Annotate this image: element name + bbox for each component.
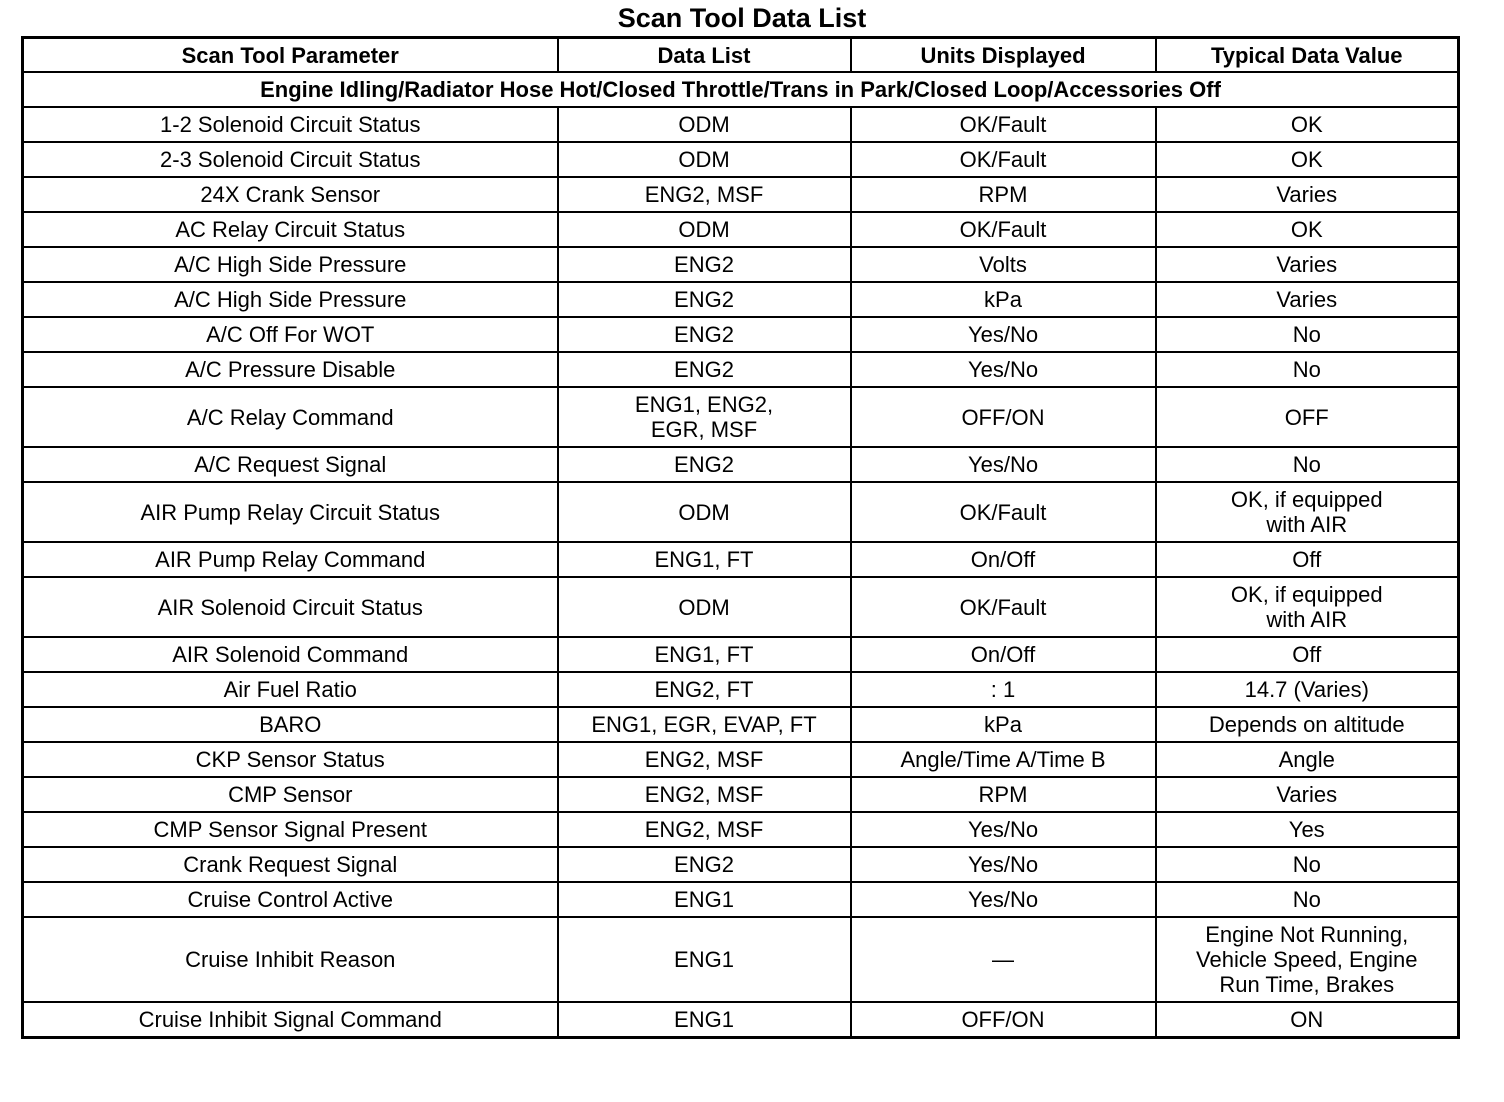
cell-parameter: Cruise Control Active: [23, 882, 558, 917]
table-row: [23, 142, 1459, 177]
cell-typical: No: [1156, 352, 1459, 387]
cell-data-list: ENG1: [558, 917, 851, 1002]
table-row: [23, 317, 1459, 352]
cell-units: Yes/No: [851, 352, 1156, 387]
cell-typical: OFF: [1156, 387, 1459, 447]
cell-typical: No: [1156, 847, 1459, 882]
table-row: [23, 672, 1459, 707]
cell-typical: Varies: [1156, 177, 1459, 212]
cell-data-list: ENG1, ENG2, EGR, MSF: [558, 387, 851, 447]
header-units: Units Displayed: [851, 38, 1156, 73]
cell-parameter: CMP Sensor Signal Present: [23, 812, 558, 847]
cell-units: OFF/ON: [851, 387, 1156, 447]
cell-data-list: ENG2: [558, 447, 851, 482]
cell-units: OK/Fault: [851, 577, 1156, 637]
cell-units: OK/Fault: [851, 212, 1156, 247]
cell-parameter: A/C High Side Pressure: [23, 247, 558, 282]
cell-parameter: 1-2 Solenoid Circuit Status: [23, 107, 558, 142]
cell-parameter: CMP Sensor: [23, 777, 558, 812]
cell-parameter: A/C Off For WOT: [23, 317, 558, 352]
cell-units: —: [851, 917, 1156, 1002]
cell-typical: Varies: [1156, 247, 1459, 282]
cell-parameter: 24X Crank Sensor: [23, 177, 558, 212]
cell-units: Yes/No: [851, 882, 1156, 917]
cell-units: OK/Fault: [851, 142, 1156, 177]
table-row: [23, 917, 1459, 1002]
table-row: [23, 577, 1459, 637]
cell-parameter: AC Relay Circuit Status: [23, 212, 558, 247]
table-row: [23, 882, 1459, 917]
cell-parameter: Cruise Inhibit Reason: [23, 917, 558, 1002]
cell-units: OFF/ON: [851, 1002, 1156, 1038]
cell-parameter: Cruise Inhibit Signal Command: [23, 1002, 558, 1038]
table-row: [23, 812, 1459, 847]
cell-units: On/Off: [851, 542, 1156, 577]
cell-typical: No: [1156, 882, 1459, 917]
cell-units: kPa: [851, 707, 1156, 742]
table-row: [23, 387, 1459, 447]
cell-data-list: ENG2: [558, 317, 851, 352]
cell-typical: Depends on altitude: [1156, 707, 1459, 742]
cell-typical: Varies: [1156, 777, 1459, 812]
cell-data-list: ODM: [558, 482, 851, 542]
cell-typical: OK: [1156, 142, 1459, 177]
cell-parameter: A/C Request Signal: [23, 447, 558, 482]
cell-units: RPM: [851, 177, 1156, 212]
cell-units: OK/Fault: [851, 482, 1156, 542]
cell-units: OK/Fault: [851, 107, 1156, 142]
cell-units: Yes/No: [851, 847, 1156, 882]
table-row: [23, 542, 1459, 577]
cell-typical: Off: [1156, 542, 1459, 577]
cell-data-list: ENG1, FT: [558, 542, 851, 577]
cell-parameter: AIR Pump Relay Circuit Status: [23, 482, 558, 542]
cell-parameter: 2-3 Solenoid Circuit Status: [23, 142, 558, 177]
cell-data-list: ENG1: [558, 882, 851, 917]
cell-data-list: ENG2: [558, 352, 851, 387]
cell-data-list: ENG2, MSF: [558, 742, 851, 777]
cell-typical: Varies: [1156, 282, 1459, 317]
cell-data-list: ENG1, FT: [558, 637, 851, 672]
table-row: [23, 482, 1459, 542]
cell-data-list: ENG2: [558, 247, 851, 282]
cell-typical: OK: [1156, 107, 1459, 142]
header-parameter: Scan Tool Parameter: [23, 38, 558, 73]
header-data-list: Data List: [558, 38, 851, 73]
cell-data-list: ENG2: [558, 282, 851, 317]
cell-typical: No: [1156, 317, 1459, 352]
table-row: [23, 777, 1459, 812]
condition-row: [23, 72, 1459, 107]
cell-typical: ON: [1156, 1002, 1459, 1038]
condition-text: Engine Idling/Radiator Hose Hot/Closed Throttle/Trans in Park/Closed Loop/Accessories Off: [23, 72, 1459, 107]
cell-parameter: A/C Pressure Disable: [23, 352, 558, 387]
table-row: [23, 707, 1459, 742]
cell-data-list: ODM: [558, 212, 851, 247]
table-row: [23, 212, 1459, 247]
cell-data-list: ODM: [558, 107, 851, 142]
cell-units: RPM: [851, 777, 1156, 812]
cell-data-list: ENG2, MSF: [558, 177, 851, 212]
table-row: [23, 247, 1459, 282]
table-row: [23, 107, 1459, 142]
cell-parameter: AIR Pump Relay Command: [23, 542, 558, 577]
cell-data-list: ENG2, MSF: [558, 812, 851, 847]
cell-data-list: ODM: [558, 577, 851, 637]
cell-typical: 14.7 (Varies): [1156, 672, 1459, 707]
table-row: [23, 847, 1459, 882]
cell-parameter: CKP Sensor Status: [23, 742, 558, 777]
cell-typical: OK, if equipped with AIR: [1156, 577, 1459, 637]
cell-data-list: ENG2, MSF: [558, 777, 851, 812]
cell-data-list: ENG2, FT: [558, 672, 851, 707]
cell-parameter: BARO: [23, 707, 558, 742]
cell-parameter: AIR Solenoid Circuit Status: [23, 577, 558, 637]
cell-parameter: A/C Relay Command: [23, 387, 558, 447]
table-row: [23, 282, 1459, 317]
cell-data-list: ODM: [558, 142, 851, 177]
cell-parameter: A/C High Side Pressure: [23, 282, 558, 317]
cell-data-list: ENG2: [558, 847, 851, 882]
cell-typical: No: [1156, 447, 1459, 482]
cell-parameter: Crank Request Signal: [23, 847, 558, 882]
table-row: [23, 742, 1459, 777]
cell-units: Yes/No: [851, 812, 1156, 847]
cell-units: On/Off: [851, 637, 1156, 672]
cell-parameter: AIR Solenoid Command: [23, 637, 558, 672]
cell-typical: OK, if equipped with AIR: [1156, 482, 1459, 542]
cell-data-list: ENG1, EGR, EVAP, FT: [558, 707, 851, 742]
cell-units: Volts: [851, 247, 1156, 282]
cell-typical: Off: [1156, 637, 1459, 672]
cell-data-list: ENG1: [558, 1002, 851, 1038]
scan-tool-data-table: [21, 36, 1460, 1039]
page-title: Scan Tool Data List: [617, 3, 867, 33]
cell-parameter: Air Fuel Ratio: [23, 672, 558, 707]
table-row: [23, 1002, 1459, 1038]
cell-units: : 1: [851, 672, 1156, 707]
cell-units: Yes/No: [851, 447, 1156, 482]
cell-units: Angle/Time A/Time B: [851, 742, 1156, 777]
cell-typical: Angle: [1156, 742, 1459, 777]
cell-typical: Yes: [1156, 812, 1459, 847]
cell-typical: Engine Not Running, Vehicle Speed, Engine Run Time, Brakes: [1156, 917, 1459, 1002]
cell-units: kPa: [851, 282, 1156, 317]
header-typical: Typical Data Value: [1156, 38, 1459, 73]
table-row: [23, 447, 1459, 482]
table-row: [23, 637, 1459, 672]
header-row: [23, 38, 1459, 73]
table-row: [23, 177, 1459, 212]
table-row: [23, 352, 1459, 387]
cell-typical: OK: [1156, 212, 1459, 247]
cell-units: Yes/No: [851, 317, 1156, 352]
